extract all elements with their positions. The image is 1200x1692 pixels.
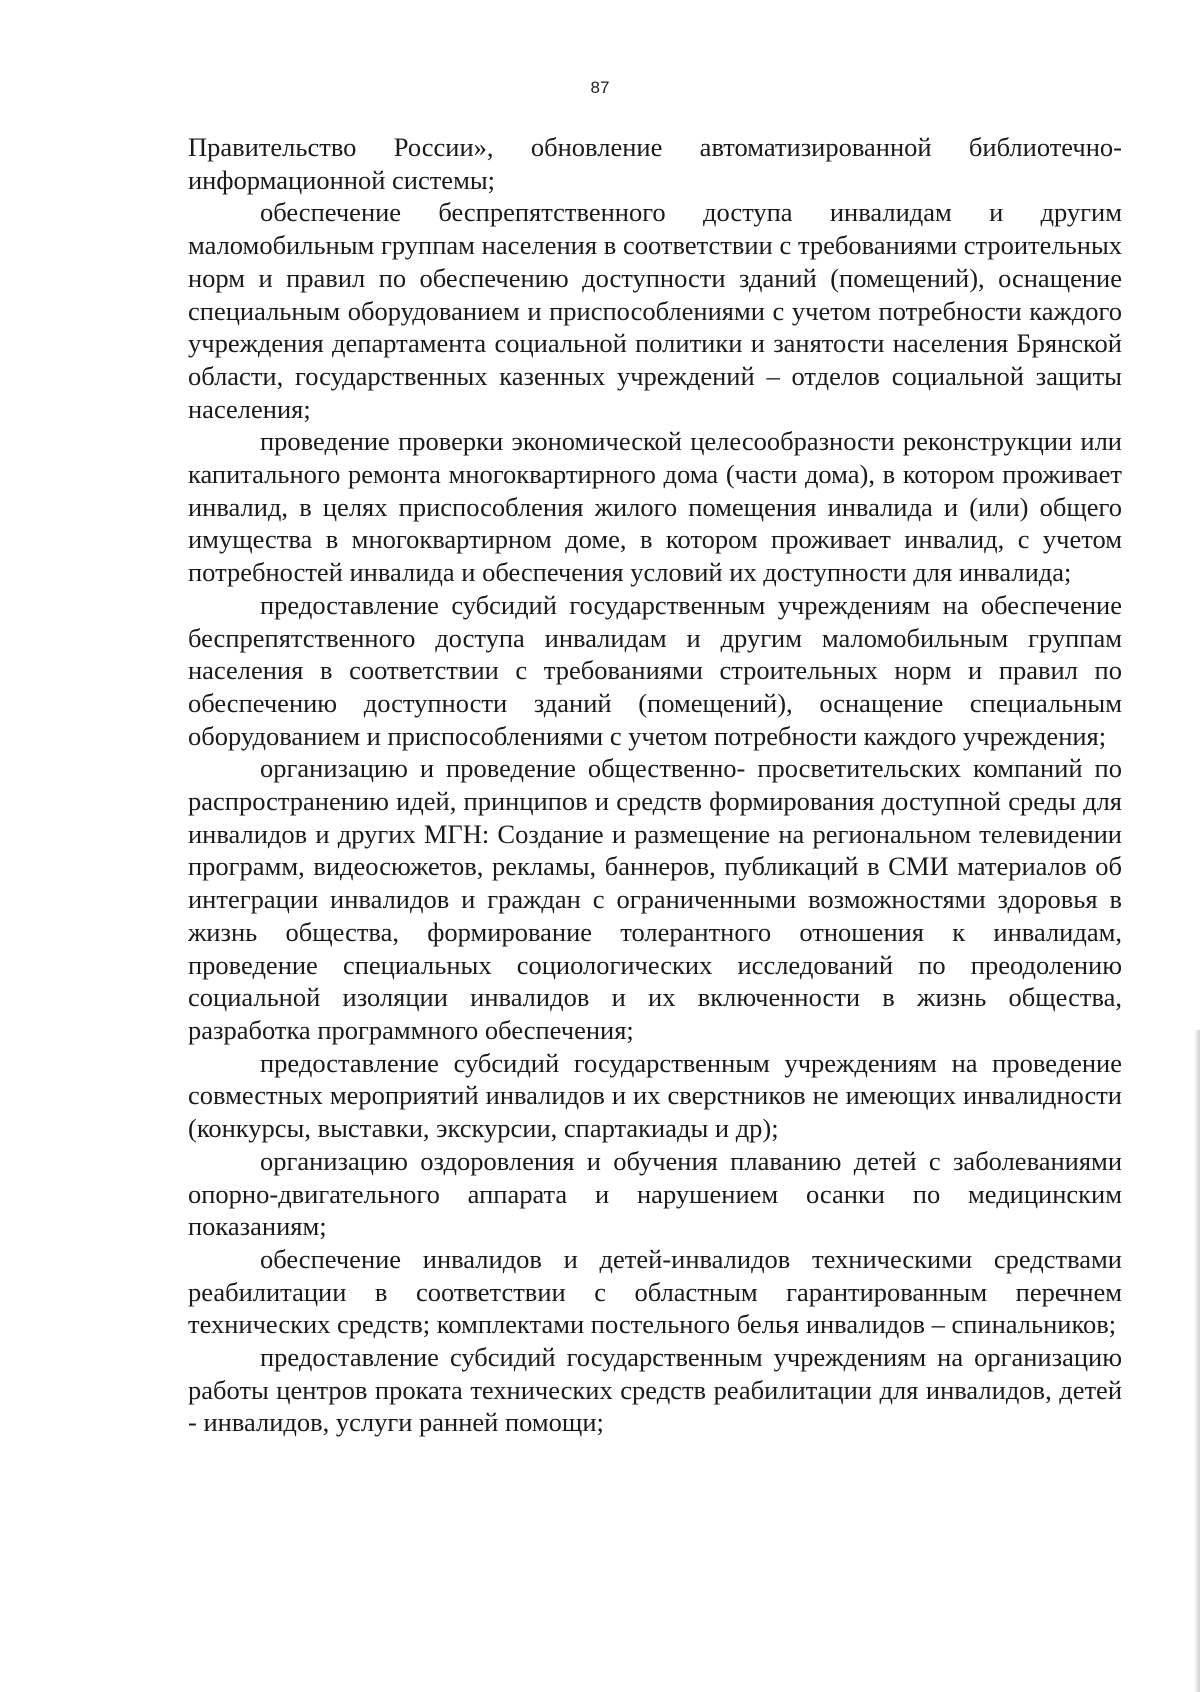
page-body: [188, 131, 1122, 1439]
paragraph-6: предоставление субсидий государственным учреждениям на проведение совместных мероприятий инвалидов и их сверстников не имеющих инвалидности (конкурсы, выставки, экскурсии, спартакиады и др);: [188, 1047, 1122, 1144]
page-number: 87: [590, 78, 610, 97]
paragraph-8: обеспечение инвалидов и детей-инвалидов техническими средствами реабилитации в соответствии с областным гарантированным перечнем технических средств; комплектами постельного белья инвалидов – спинальников;: [188, 1243, 1122, 1340]
paragraph-3: проведение проверки экономической целесообразности реконструкции или капитального ремонта многоквартирного дома (части дома), в котором проживает инвалид, в целях приспособления жилого помещения инвалида и (или) общего имущества в многоквартирном доме, в котором проживает инвалид, с учетом потребностей инвалида и обеспечения условий их доступности для инвалида;: [188, 426, 1122, 588]
paragraph-4: предоставление субсидий государственным учреждениям на обеспечение беспрепятственного доступа инвалидам и другим маломобильным группам населения в соответствии с требованиями строительных норм и правил по обеспечению доступности зданий (помещений), оснащение специальным оборудованием и приспособлениями с учетом потребности каждого учреждения;: [188, 589, 1122, 751]
paragraph-2: обеспечение беспрепятственного доступа инвалидам и другим маломобильным группам населения в соответствии с требованиями строительных норм и правил по обеспечению доступности зданий (помещений), оснащение специальным оборудованием и приспособлениями с учетом потребности каждого учреждения департамента социальной политики и занятости населения Брянской области, государственных казенных учреждений – отделов социальной защиты населения;: [188, 197, 1122, 424]
paragraph-5: организацию и проведение общественно- просветительских компаний по распространению идей, принципов и средств формирования доступной среды для инвалидов и других МГН: Создание и размещение на региональном телевидении программ, видеосюжетов, рекламы, баннеров, публикаций в СМИ материалов об интеграции инвалидов и граждан с ограниченными возможностями здоровья в жизнь общества, формирование толерантного отношения к инвалидам, проведение специальных социологических исследований по преодолению социальной изоляции инвалидов и их включенности в жизнь общества, разработка программного обеспечения;: [188, 753, 1122, 1045]
paragraph-1: Правительство России», обновление автоматизированной библиотечно-информационной системы;: [188, 132, 1122, 195]
paragraph-7: организацию оздоровления и обучения плаванию детей с заболеваниями опорно-двигательного аппарата и нарушением осанки по медицинским показаниям;: [188, 1145, 1122, 1242]
paragraph-9: предоставление субсидий государственным учреждениям на организацию работы центров проката технических средств реабилитации для инвалидов, детей - инвалидов, услуги ранней помощи;: [188, 1342, 1122, 1438]
scan-edge-shadow: [1194, 1030, 1200, 1692]
